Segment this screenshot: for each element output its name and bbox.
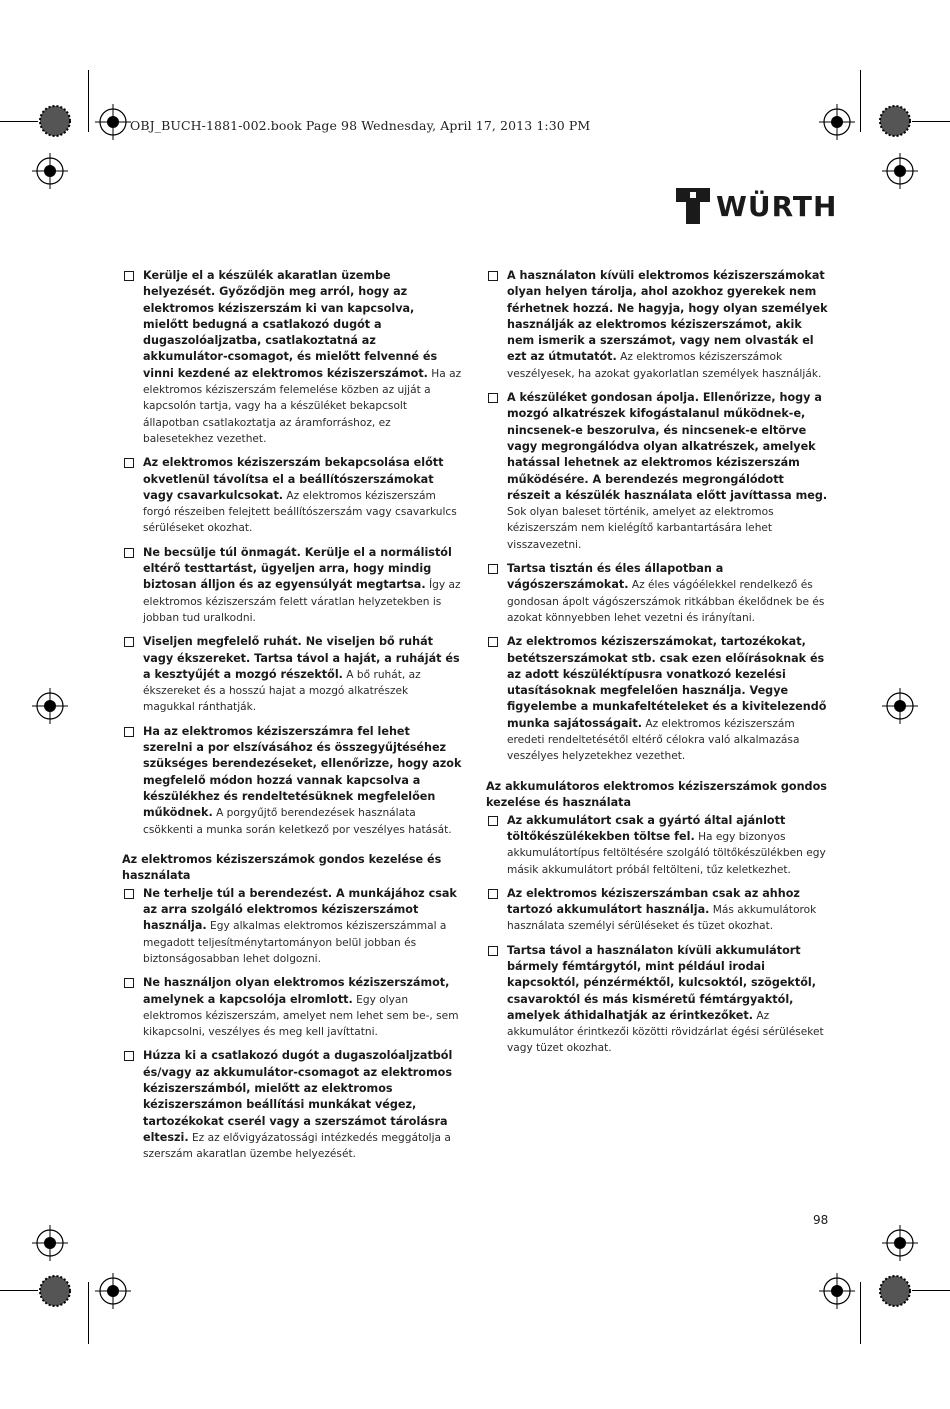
- item-body-text: Más akkumulátorok használata személyi sérüléseket és tüzet okozhat.: [507, 904, 817, 933]
- item-bold-text: Ne használjon olyan elektromos kéziszerszámot, amelynek a kapcsolója elromlott.: [143, 976, 450, 1006]
- item-body-text: Egy olyan elektromos kéziszerszám, amelyet nem lehet sem be-, sem kikapcsolni, veszélyes és meg kell javíttatni.: [143, 993, 459, 1039]
- list-item: [122, 724, 462, 838]
- item-body-text: Ez az elővigyázatossági intézkedés meggátolja a szerszám akaratlan üzembe helyezését.: [143, 1131, 451, 1161]
- list-item: [122, 1048, 462, 1162]
- checkbox-bullet-icon: [488, 946, 498, 956]
- checkbox-bullet-icon: [124, 1051, 134, 1061]
- checkbox-bullet-icon: [488, 816, 498, 826]
- item-bold-text: Az elektromos kéziszerszámokat, tartozékokat, betétszerszámokat stb. csak ezen előírásoknak és az adott készüléktípusra vonatkozó kezelési utasításoknak megfelelően használja. Vegye figyelembe a munkafeltételeket és a kivitelezendő munka sajátosságait.: [507, 635, 827, 730]
- item-body-text: Az akkumulátor érintkezői közötti rövidzárlat égési sérüléseket vagy tüzet okozhat.: [507, 1009, 824, 1055]
- running-head: OBJ_BUCH-1881-002.book Page 98 Wednesday, April 17, 2013 1:30 PM: [130, 118, 591, 133]
- checkbox-bullet-icon: [488, 564, 498, 574]
- registration-mark-icon: [95, 1273, 131, 1309]
- item-body-text: Így az elektromos kéziszerszám felett váratlan helyzetekben is jobban tud uralkodni.: [143, 579, 461, 624]
- checkbox-bullet-icon: [124, 548, 134, 558]
- list-item: [486, 943, 830, 1057]
- item-body-text: Egy alkalmas elektromos kéziszerszámmal a megadott teljesítménytartományon belül jobban és biztonságosabban lehet dolgozni.: [143, 920, 447, 965]
- registration-mark-icon: [32, 688, 68, 724]
- color-wheel-mark-icon: [878, 1274, 912, 1308]
- registration-mark-icon: [32, 153, 68, 189]
- item-bold-text: Az elektromos kéziszerszám bekapcsolása előtt okvetlenül távolítsa el a beállítószerszámokat vagy csavarkulcsokat.: [143, 456, 444, 502]
- page-number: 98: [813, 1213, 829, 1227]
- checkbox-bullet-icon: [124, 889, 134, 899]
- list-item: [486, 886, 830, 935]
- item-bold-text: Az elektromos kéziszerszámban csak az ahhoz tartozó akkumulátort használja.: [507, 886, 800, 917]
- brand-wordmark: WÜRTH: [716, 190, 838, 223]
- list-item: [486, 634, 830, 764]
- registration-mark-icon: [882, 1225, 918, 1261]
- color-wheel-mark-icon: [38, 1274, 72, 1308]
- item-bold-text: Ne terhelje túl a berendezést. A munkájához csak az arra szolgáló elektromos kéziszerszámot használja.: [143, 886, 457, 933]
- list-item: [486, 390, 830, 553]
- checkbox-bullet-icon: [124, 458, 134, 468]
- item-bold-text: Tartsa tisztán és éles állapotban a vágószerszámokat.: [507, 562, 724, 592]
- checkbox-bullet-icon: [124, 727, 134, 737]
- list-item: [122, 634, 462, 715]
- right-column: [486, 268, 830, 1065]
- registration-mark-icon: [882, 688, 918, 724]
- item-body-text: Az éles vágóélekkel rendelkező és gondosan ápolt vágószerszámok ritkábban ékelődnek be és azokat könnyebben lehet vezetni és irányítani.: [507, 579, 825, 624]
- item-bold-text: Húzza ki a csatlakozó dugót a dugaszolóaljzatból és/vagy az akkumulátor-csomagot az elektromos kéziszerszámból, mielőtt az elektromos kéziszerszámon beállítási munkákat végez, tartozékokat cserél vagy a szerszámot tárolásra elteszi.: [143, 1049, 453, 1144]
- list-item: [486, 561, 830, 626]
- checkbox-bullet-icon: [124, 637, 134, 647]
- registration-mark-icon: [882, 153, 918, 189]
- wurth-logo-icon: [676, 188, 710, 224]
- registration-mark-icon: [819, 104, 855, 140]
- section-heading: Az elektromos kéziszerszámok gondos kezelése és használata: [122, 852, 442, 882]
- list-item: [122, 545, 462, 626]
- item-bold-text: Az akkumulátort csak a gyártó által ajánlott töltőkészülékekben töltse fel.: [507, 813, 786, 843]
- checkbox-bullet-icon: [488, 889, 498, 899]
- item-body-text: Az elektromos kéziszerszám forgó részeiben felejtett beállítószerszám vagy csavarkulcs sérüléseket okozhat.: [143, 489, 457, 535]
- item-bold-text: Ha az elektromos kéziszerszámra fel lehet szerelni a por elszívásához és összegyűjtéséhez szükséges berendezéseket, ellenőrizze, hogy azok megfelelő módon hozzá vannak kapcsolva a készülékhez és rendeltetésüknek megfelelően működnek.: [143, 724, 462, 820]
- item-bold-text: Viseljen megfelelő ruhát. Ne viseljen bő ruhát vagy ékszereket. Tartsa távol a haját, a ruháját és a kesztyűjét a mozgó részektől.: [143, 635, 460, 681]
- brand-logo: [676, 188, 838, 224]
- item-body-text: Az elektromos kéziszerszám eredeti rendeltetésétől eltérő célokra való alkalmazása veszélyes helyzetekhez vezethet.: [507, 717, 800, 763]
- list-item: [122, 886, 462, 967]
- item-body-text: Ha egy bizonyos akkumulátortípus feltöltésére szolgáló töltőkészülékben egy másik akkumulátort próbál feltölteni, tűz keletkezhet.: [507, 830, 826, 876]
- list-item: [122, 455, 462, 536]
- registration-mark-icon: [819, 1273, 855, 1309]
- item-body-text: Sok olyan baleset történik, amelyet az elektromos kéziszerszám nem kielégítő karbantartására lehet visszavezetni.: [507, 506, 774, 551]
- checkbox-bullet-icon: [124, 978, 134, 988]
- left-column: [122, 268, 462, 1171]
- registration-mark-icon: [32, 1225, 68, 1261]
- item-bold-text: A készüléket gondosan ápolja. Ellenőrizze, hogy a mozgó alkatrészek kifogástalanul működnek-e, nincsenek-e beszorulva, és nincsenek-e eltörve vagy megrongálódva olyan alkatrészek, amelyek hatással lehetnek az elektromos kéziszerszám működésére. A berendezés megrongálódott részeit a készülék használata előtt javíttassa meg.: [507, 391, 828, 502]
- registration-mark-icon: [95, 104, 131, 140]
- checkbox-bullet-icon: [488, 637, 498, 647]
- item-body-text: A bő ruhát, az ékszereket és a hosszú hajat a mozgó alkatrészek magukkal ránthatják.: [143, 668, 421, 714]
- item-bold-text: Ne becsülje túl önmagát. Kerülje el a normálistól eltérő testtartást, ügyeljen arra, hogy mindig biztosan álljon és az egyensúlyát megtartsa.: [143, 545, 452, 592]
- color-wheel-mark-icon: [878, 104, 912, 138]
- color-wheel-mark-icon: [38, 104, 72, 138]
- list-item: [122, 268, 462, 447]
- section-heading: Az akkumulátoros elektromos kéziszerszámok gondos kezelése és használata: [486, 779, 827, 809]
- checkbox-bullet-icon: [124, 271, 134, 281]
- item-body-text: Ha az elektromos kéziszerszám felemelése közben az ujját a kapcsolón tartja, vagy ha a készüléket bekapcsolt állapotban csatlakoztatja az áramforráshoz, ez balesetekhez vezethet.: [143, 367, 462, 445]
- list-item: [122, 975, 462, 1040]
- item-body-text: A porgyűjtő berendezések használata csökkenti a munka során keletkező por veszélyes hatását.: [143, 807, 452, 836]
- item-bold-text: A használaton kívüli elektromos kéziszerszámokat olyan helyen tárolja, ahol azokhoz gyerekek nem férhetnek hozzá. Ne hagyja, hogy olyan személyek használják az elektromos kéziszerszámot, akik nem ismerik a szerszámot, vagy nem olvasták el ezt az útmutatót.: [507, 269, 828, 364]
- list-item: [486, 268, 830, 382]
- item-bold-text: Tartsa távol a használaton kívüli akkumulátort bármely fémtárgytól, mint például irodai kapcsoktól, pénzérméktől, kulcsoktól, szögektől, csavaroktól és más kisméretű fémtárgyaktól, amelyek áthidalhatják az érintkezőket.: [507, 943, 816, 1022]
- item-body-text: Az elektromos kéziszerszámok veszélyesek, ha azokat gyakorlatlan személyek használják.: [507, 351, 822, 380]
- checkbox-bullet-icon: [488, 271, 498, 281]
- checkbox-bullet-icon: [488, 393, 498, 403]
- item-bold-text: Kerülje el a készülék akaratlan üzembe helyezését. Győződjön meg arról, hogy az elektromos kéziszerszám ki van kapcsolva, mielőtt bedugná a csatlakozó dugót a dugaszolóaljzatba, csatlakoztatná az akkumulátor-csomagot, és mielőtt felvenné és vinni kezdené az elektromos kéziszerszámot.: [143, 269, 438, 380]
- list-item: [486, 813, 830, 878]
